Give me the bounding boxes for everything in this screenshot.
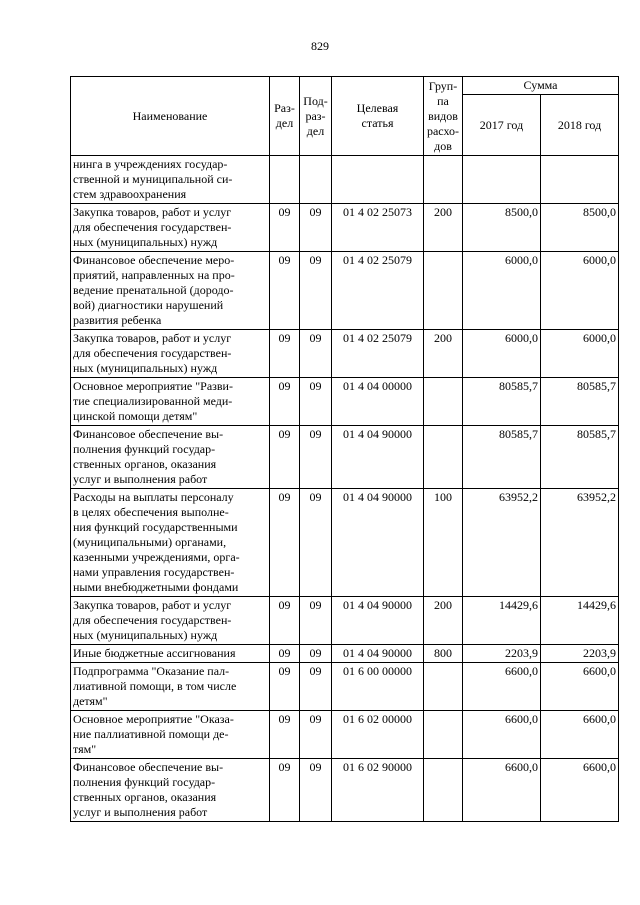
table-row <box>71 645 619 663</box>
cell-2017 <box>463 156 541 204</box>
table-row <box>71 156 619 204</box>
cell-2017: 2203,9 <box>463 645 541 663</box>
cell-target: 01 4 04 90000 <box>332 645 424 663</box>
cell-2018: 63952,2 <box>541 489 619 597</box>
cell-section <box>270 156 300 204</box>
table-row <box>71 597 619 645</box>
cell-group <box>424 252 463 330</box>
cell-section: 09 <box>270 645 300 663</box>
cell-name: Финансовое обеспечение вы- полнения функций государ- ственных органов, оказания услуг и выполнения работ <box>71 759 270 822</box>
cell-group: 800 <box>424 645 463 663</box>
cell-group <box>424 711 463 759</box>
header-group: Груп- па видов расхо- дов <box>424 77 463 156</box>
cell-subsection: 09 <box>300 378 332 426</box>
cell-target: 01 6 02 90000 <box>332 759 424 822</box>
cell-2017: 8500,0 <box>463 204 541 252</box>
cell-2018: 14429,6 <box>541 597 619 645</box>
cell-target: 01 4 02 25079 <box>332 252 424 330</box>
header-2017: 2017 год <box>463 95 541 156</box>
cell-group <box>424 426 463 489</box>
cell-2017: 6000,0 <box>463 330 541 378</box>
table-row <box>71 330 619 378</box>
cell-section: 09 <box>270 663 300 711</box>
cell-subsection <box>300 156 332 204</box>
cell-section: 09 <box>270 597 300 645</box>
cell-section: 09 <box>270 759 300 822</box>
cell-2018: 6600,0 <box>541 759 619 822</box>
cell-subsection: 09 <box>300 252 332 330</box>
cell-section: 09 <box>270 252 300 330</box>
cell-section: 09 <box>270 204 300 252</box>
cell-subsection: 09 <box>300 489 332 597</box>
cell-subsection: 09 <box>300 597 332 645</box>
cell-section: 09 <box>270 489 300 597</box>
cell-2018: 6000,0 <box>541 252 619 330</box>
cell-group <box>424 156 463 204</box>
cell-2018: 6600,0 <box>541 663 619 711</box>
cell-subsection: 09 <box>300 759 332 822</box>
table-row <box>71 204 619 252</box>
cell-target: 01 4 02 25073 <box>332 204 424 252</box>
cell-name: Подпрограмма "Оказание пал- лиативной помощи, в том числе детям" <box>71 663 270 711</box>
cell-group: 200 <box>424 204 463 252</box>
cell-group <box>424 378 463 426</box>
cell-group: 200 <box>424 330 463 378</box>
header-name: Наименование <box>71 77 270 156</box>
cell-target: 01 6 00 00000 <box>332 663 424 711</box>
page-number: 829 <box>311 39 329 53</box>
cell-2017: 80585,7 <box>463 426 541 489</box>
cell-subsection: 09 <box>300 711 332 759</box>
cell-2017: 14429,6 <box>463 597 541 645</box>
cell-group: 200 <box>424 597 463 645</box>
table-body <box>71 156 619 822</box>
cell-section: 09 <box>270 330 300 378</box>
cell-name: Основное мероприятие "Оказа- ние паллиативной помощи де- тям" <box>71 711 270 759</box>
cell-name: Расходы на выплаты персоналу в целях обеспечения выполне- ния функций государственными (муниципальными) органами, казенными учреждениями, орга- нами управления государствен- ными внебюджетными фондами <box>71 489 270 597</box>
budget-table <box>70 76 619 822</box>
cell-group: 100 <box>424 489 463 597</box>
cell-subsection: 09 <box>300 645 332 663</box>
cell-2017: 6600,0 <box>463 663 541 711</box>
cell-2017: 6000,0 <box>463 252 541 330</box>
table-row <box>71 759 619 822</box>
cell-name: Основное мероприятие "Разви- тие специализированной меди- цинской помощи детям" <box>71 378 270 426</box>
cell-name: нинга в учреждениях государ- ственной и муниципальной си- стем здравоохранения <box>71 156 270 204</box>
cell-target: 01 4 04 90000 <box>332 489 424 597</box>
cell-2017: 63952,2 <box>463 489 541 597</box>
cell-target: 01 4 04 90000 <box>332 426 424 489</box>
cell-2018: 6000,0 <box>541 330 619 378</box>
cell-target: 01 4 02 25079 <box>332 330 424 378</box>
header-2018: 2018 год <box>541 95 619 156</box>
cell-name: Финансовое обеспечение вы- полнения функций государ- ственных органов, оказания услуг и выполнения работ <box>71 426 270 489</box>
cell-name: Закупка товаров, работ и услуг для обеспечения государствен- ных (муниципальных) нужд <box>71 204 270 252</box>
cell-target: 01 6 02 00000 <box>332 711 424 759</box>
cell-name: Закупка товаров, работ и услуг для обеспечения государствен- ных (муниципальных) нужд <box>71 597 270 645</box>
cell-subsection: 09 <box>300 426 332 489</box>
cell-name: Закупка товаров, работ и услуг для обеспечения государствен- ных (муниципальных) нужд <box>71 330 270 378</box>
table-row <box>71 663 619 711</box>
cell-2017: 80585,7 <box>463 378 541 426</box>
cell-section: 09 <box>270 426 300 489</box>
cell-2017: 6600,0 <box>463 711 541 759</box>
table-row <box>71 378 619 426</box>
cell-section: 09 <box>270 711 300 759</box>
header-target: Целевая статья <box>332 77 424 156</box>
table-row <box>71 489 619 597</box>
cell-section: 09 <box>270 378 300 426</box>
cell-target <box>332 156 424 204</box>
cell-target: 01 4 04 00000 <box>332 378 424 426</box>
table-row <box>71 711 619 759</box>
cell-subsection: 09 <box>300 663 332 711</box>
header-subsection: Под- раз- дел <box>300 77 332 156</box>
cell-2017: 6600,0 <box>463 759 541 822</box>
cell-2018: 8500,0 <box>541 204 619 252</box>
cell-2018: 80585,7 <box>541 426 619 489</box>
cell-name: Иные бюджетные ассигнования <box>71 645 270 663</box>
header-section: Раз- дел <box>270 77 300 156</box>
cell-group <box>424 663 463 711</box>
table-row <box>71 252 619 330</box>
cell-name: Финансовое обеспечение меро- приятий, направленных на про- ведение пренатальной (дородо- вой) диагностики нарушений развития ребенка <box>71 252 270 330</box>
table-row <box>71 426 619 489</box>
cell-subsection: 09 <box>300 204 332 252</box>
cell-2018: 80585,7 <box>541 378 619 426</box>
cell-2018: 2203,9 <box>541 645 619 663</box>
cell-group <box>424 759 463 822</box>
cell-2018 <box>541 156 619 204</box>
header-sum: Сумма <box>463 77 619 95</box>
cell-2018: 6600,0 <box>541 711 619 759</box>
cell-target: 01 4 04 90000 <box>332 597 424 645</box>
cell-subsection: 09 <box>300 330 332 378</box>
